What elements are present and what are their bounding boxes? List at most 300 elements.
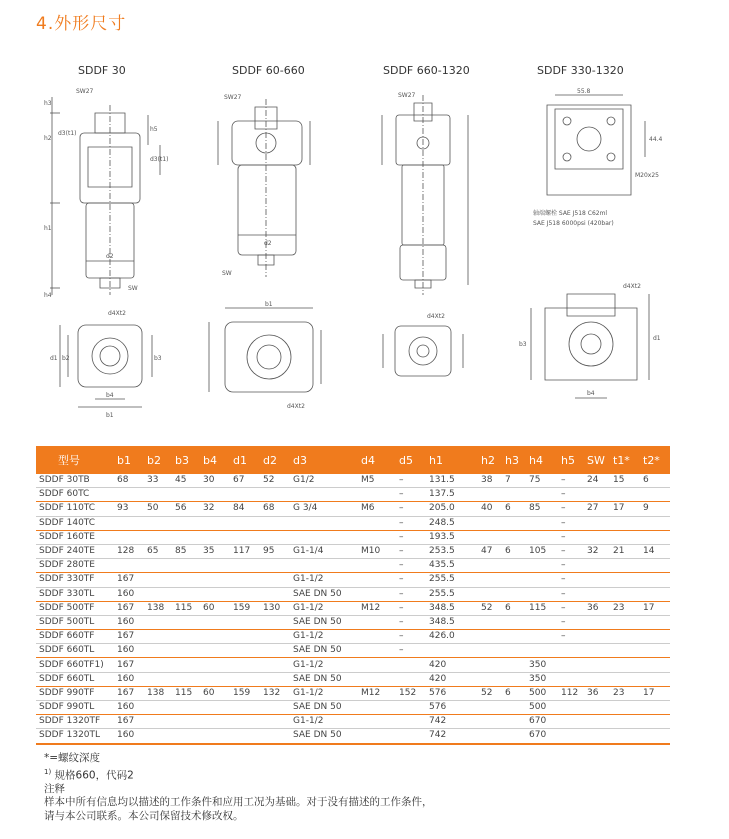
table-body: [36, 474, 670, 744]
table-cell: [144, 644, 172, 658]
table-cell: [230, 729, 260, 744]
table-cell: SAE DN 50: [290, 729, 358, 744]
plan-view-sddf660-1320: [375, 310, 475, 395]
table-cell: [584, 715, 610, 729]
table-cell: 36: [584, 601, 610, 615]
table-cell: 105: [526, 544, 558, 558]
dim-sw: SW: [222, 270, 232, 277]
table-cell: 23: [610, 601, 640, 615]
table-cell: –: [558, 530, 584, 544]
table-cell: 7: [502, 474, 526, 488]
table-cell: 167: [114, 573, 144, 587]
table-row: [36, 715, 670, 729]
table-cell: 255.5: [426, 587, 478, 601]
dim-sw27: SW27: [398, 92, 416, 99]
table-cell: [144, 729, 172, 744]
plan-view-sddf30: [40, 305, 170, 420]
table-cell: 435.5: [426, 559, 478, 573]
table-cell: 115: [172, 686, 200, 700]
table-cell: [358, 672, 396, 686]
table-cell: G1-1/2: [290, 630, 358, 644]
table-cell: 160: [114, 615, 144, 629]
table-cell: [358, 644, 396, 658]
table-cell: G1-1/4: [290, 544, 358, 558]
table-cell: [526, 615, 558, 629]
table-cell: 115: [172, 601, 200, 615]
table-cell: [230, 658, 260, 672]
table-row: [36, 530, 670, 544]
table-cell: 85: [172, 544, 200, 558]
table-cell: SDDF 330TF: [36, 573, 114, 587]
table-cell: [502, 573, 526, 587]
table-cell: [396, 672, 426, 686]
table-cell: [172, 573, 200, 587]
table-cell: –: [558, 615, 584, 629]
dim-b4: b4: [106, 392, 114, 399]
table-cell: [200, 559, 230, 573]
table-cell: 742: [426, 729, 478, 744]
table-cell: 205.0: [426, 502, 478, 516]
column-header: SW: [584, 446, 610, 474]
table-cell: –: [396, 630, 426, 644]
table-row: [36, 488, 670, 502]
table-cell: 348.5: [426, 615, 478, 629]
table-cell: [172, 530, 200, 544]
table-row: [36, 544, 670, 558]
table-cell: [200, 516, 230, 530]
table-row: [36, 502, 670, 516]
table-cell: [610, 701, 640, 715]
dim-d4xt2: d4Xt2: [108, 310, 126, 317]
table-cell: [144, 701, 172, 715]
table-cell: [526, 530, 558, 544]
table-cell: [260, 672, 290, 686]
table-cell: 93: [114, 502, 144, 516]
drawing-sddf660-1320-side: [370, 85, 480, 300]
table-cell: [526, 573, 558, 587]
table-cell: 17: [640, 686, 670, 700]
table-cell: SDDF 660TF1): [36, 658, 114, 672]
table-cell: SAE DN 50: [290, 587, 358, 601]
table-cell: 670: [526, 729, 558, 744]
column-header: d2: [260, 446, 290, 474]
dim-h2: h2: [44, 135, 52, 142]
table-cell: [640, 559, 670, 573]
column-header: 型号: [36, 446, 114, 474]
dim-sw27: SW27: [76, 88, 94, 95]
column-header: h2: [478, 446, 502, 474]
dim-h1: h1: [44, 225, 52, 232]
table-cell: 131.5: [426, 474, 478, 488]
table-cell: [260, 573, 290, 587]
table-cell: [584, 615, 610, 629]
note-disclaimer-1: 样本中所有信息均以描述的工作条件和应用工况为基础。对于没有描述的工作条件，: [44, 796, 433, 808]
column-header: d4: [358, 446, 396, 474]
table-cell: 500: [526, 686, 558, 700]
table-cell: SAE DN 50: [290, 644, 358, 658]
table-cell: 137.5: [426, 488, 478, 502]
table-cell: [584, 573, 610, 587]
table-cell: SDDF 330TL: [36, 587, 114, 601]
table-cell: [610, 573, 640, 587]
table-cell: –: [396, 573, 426, 587]
table-cell: [144, 559, 172, 573]
table-cell: [610, 729, 640, 744]
table-cell: [230, 630, 260, 644]
table-cell: [584, 587, 610, 601]
table-cell: [172, 644, 200, 658]
table-cell: 32: [584, 544, 610, 558]
column-header: d1: [230, 446, 260, 474]
table-cell: [584, 672, 610, 686]
column-header: t1*: [610, 446, 640, 474]
table-cell: [260, 701, 290, 715]
table-row: [36, 474, 670, 488]
table-cell: [584, 644, 610, 658]
table-cell: [640, 516, 670, 530]
table-cell: SAE DN 50: [290, 701, 358, 715]
table-cell: [640, 630, 670, 644]
table-cell: [478, 729, 502, 744]
table-cell: [290, 559, 358, 573]
column-header: h4: [526, 446, 558, 474]
table-cell: SDDF 500TL: [36, 615, 114, 629]
table-cell: –: [558, 544, 584, 558]
table-cell: G1-1/2: [290, 601, 358, 615]
table-cell: [260, 488, 290, 502]
table-cell: 14: [640, 544, 670, 558]
column-header: t2*: [640, 446, 670, 474]
column-header: b4: [200, 446, 230, 474]
table-cell: [502, 559, 526, 573]
dim-d2: d2: [106, 253, 114, 260]
table-cell: –: [558, 630, 584, 644]
dim-b4: b4: [587, 390, 595, 397]
table-cell: [478, 658, 502, 672]
table-cell: [478, 559, 502, 573]
table-row: [36, 658, 670, 672]
table-cell: SDDF 1320TF: [36, 715, 114, 729]
table-cell: [610, 587, 640, 601]
table-cell: [144, 658, 172, 672]
table-cell: [426, 644, 478, 658]
column-header: h1: [426, 446, 478, 474]
table-cell: [640, 530, 670, 544]
table-cell: [526, 516, 558, 530]
table-cell: 6: [502, 502, 526, 516]
table-cell: –: [396, 615, 426, 629]
table-cell: [502, 488, 526, 502]
table-cell: 167: [114, 686, 144, 700]
table-cell: 6: [502, 686, 526, 700]
table-cell: 128: [114, 544, 144, 558]
table-cell: [610, 615, 640, 629]
table-cell: M10: [358, 544, 396, 558]
table-cell: [584, 559, 610, 573]
table-cell: SDDF 990TL: [36, 701, 114, 715]
table-cell: 6: [502, 601, 526, 615]
table-cell: [502, 672, 526, 686]
table-cell: SDDF 30TB: [36, 474, 114, 488]
table-cell: 32: [200, 502, 230, 516]
table-cell: [230, 672, 260, 686]
table-cell: 132: [260, 686, 290, 700]
table-cell: 248.5: [426, 516, 478, 530]
table-cell: 40: [478, 502, 502, 516]
table-cell: 52: [478, 686, 502, 700]
table-cell: [290, 488, 358, 502]
table-cell: [172, 559, 200, 573]
table-row: [36, 701, 670, 715]
table-cell: [610, 672, 640, 686]
table-cell: 6: [640, 474, 670, 488]
table-cell: [584, 516, 610, 530]
table-cell: [558, 658, 584, 672]
table-cell: –: [396, 516, 426, 530]
table-cell: 500: [526, 701, 558, 715]
table-cell: [640, 488, 670, 502]
table-cell: 167: [114, 658, 144, 672]
table-cell: [502, 729, 526, 744]
table-cell: [200, 587, 230, 601]
note-thread-depth: *=螺纹深度: [44, 752, 101, 764]
section-title: 4.外形尺寸: [36, 14, 127, 34]
table-cell: M12: [358, 601, 396, 615]
table-cell: [200, 530, 230, 544]
table-cell: –: [396, 601, 426, 615]
table-cell: [640, 729, 670, 744]
table-cell: [114, 516, 144, 530]
table-cell: [478, 644, 502, 658]
table-cell: [144, 516, 172, 530]
table-row: [36, 644, 670, 658]
table-cell: [526, 587, 558, 601]
table-cell: 24: [584, 474, 610, 488]
table-cell: 426.0: [426, 630, 478, 644]
table-cell: 420: [426, 672, 478, 686]
table-cell: 167: [114, 630, 144, 644]
table-cell: [172, 488, 200, 502]
table-cell: 50: [144, 502, 172, 516]
table-cell: [358, 658, 396, 672]
table-cell: 85: [526, 502, 558, 516]
table-cell: –: [558, 502, 584, 516]
model-label-sddf60-660: SDDF 60-660: [232, 64, 305, 77]
table-cell: [640, 672, 670, 686]
table-cell: [358, 559, 396, 573]
note-disclaimer-2: 请与本公司联系。本公司保留技术修改权。: [44, 809, 244, 822]
column-header: b3: [172, 446, 200, 474]
table-cell: SDDF 160TE: [36, 530, 114, 544]
table-cell: [144, 630, 172, 644]
table-cell: [200, 615, 230, 629]
table-cell: 75: [526, 474, 558, 488]
table-cell: 33: [144, 474, 172, 488]
dim-b1: b1: [265, 301, 273, 308]
table-cell: [584, 488, 610, 502]
notes: [44, 752, 433, 823]
table-cell: [200, 701, 230, 715]
table-cell: 68: [260, 502, 290, 516]
table-cell: 115: [526, 601, 558, 615]
table-cell: [610, 516, 640, 530]
dim-55-8: 55.8: [577, 88, 591, 95]
table-cell: 67: [230, 474, 260, 488]
table-cell: [260, 587, 290, 601]
table-cell: [260, 559, 290, 573]
table-cell: [260, 516, 290, 530]
table-cell: 21: [610, 544, 640, 558]
table-cell: 52: [478, 601, 502, 615]
table-cell: [610, 715, 640, 729]
table-cell: 670: [526, 715, 558, 729]
table-cell: [502, 701, 526, 715]
table-cell: 576: [426, 701, 478, 715]
table-cell: 60: [200, 601, 230, 615]
table-cell: [260, 644, 290, 658]
table-cell: 255.5: [426, 573, 478, 587]
dim-d1: d1: [50, 355, 58, 362]
table-cell: 95: [260, 544, 290, 558]
table-cell: [172, 672, 200, 686]
table-cell: [610, 488, 640, 502]
table-cell: 45: [172, 474, 200, 488]
table-cell: 160: [114, 644, 144, 658]
dim-b3: b3: [519, 341, 527, 348]
dim-d4xt2: d4Xt2: [623, 283, 641, 290]
table-cell: G1-1/2: [290, 573, 358, 587]
table-cell: [230, 559, 260, 573]
table-cell: SDDF 660TF: [36, 630, 114, 644]
table-cell: [172, 630, 200, 644]
table-cell: [114, 530, 144, 544]
table-cell: [172, 615, 200, 629]
table-cell: –: [396, 488, 426, 502]
table-cell: [358, 630, 396, 644]
table-cell: 420: [426, 658, 478, 672]
table-cell: [502, 644, 526, 658]
table-cell: [230, 615, 260, 629]
table-cell: [200, 630, 230, 644]
dim-d1: d1: [653, 335, 661, 342]
table-cell: [172, 729, 200, 744]
table-cell: [230, 644, 260, 658]
table-cell: [260, 715, 290, 729]
table-cell: [358, 573, 396, 587]
dim-h5: h5: [150, 126, 158, 133]
table-cell: SAE DN 50: [290, 672, 358, 686]
table-cell: 23: [610, 686, 640, 700]
table-cell: [172, 587, 200, 601]
table-cell: 65: [144, 544, 172, 558]
table-cell: [502, 587, 526, 601]
table-cell: [584, 701, 610, 715]
dim-d4xt2: d4Xt2: [427, 313, 445, 320]
table-cell: 27: [584, 502, 610, 516]
table-cell: [558, 672, 584, 686]
drawing-sddf30-side: [40, 85, 170, 305]
dim-d3: d3(t1): [58, 130, 77, 137]
table-cell: [358, 530, 396, 544]
table-cell: [558, 701, 584, 715]
table-cell: [230, 573, 260, 587]
table-cell: 60: [200, 686, 230, 700]
model-label-sddf30: SDDF 30: [78, 64, 126, 77]
table-cell: [640, 658, 670, 672]
model-label-sddf330-1320: SDDF 330-1320: [537, 64, 624, 77]
table-cell: 52: [260, 474, 290, 488]
table-cell: [610, 559, 640, 573]
table-cell: [610, 644, 640, 658]
table-cell: [584, 658, 610, 672]
table-cell: 742: [426, 715, 478, 729]
table-cell: [478, 715, 502, 729]
table-cell: [200, 715, 230, 729]
table-cell: 159: [230, 601, 260, 615]
table-cell: [290, 516, 358, 530]
table-cell: [502, 516, 526, 530]
table-cell: [144, 587, 172, 601]
note-heading: 注释: [44, 782, 65, 795]
table-row: [36, 516, 670, 530]
table-cell: [396, 701, 426, 715]
table-cell: [260, 630, 290, 644]
table-cell: [478, 587, 502, 601]
plan-view-sddf60-660: [195, 300, 335, 415]
table-cell: –: [558, 587, 584, 601]
table-cell: –: [396, 559, 426, 573]
note-size-660: $^{1)}$ 规格660，代码2: [44, 767, 134, 781]
dim-d4xt2: d4Xt2: [287, 403, 305, 410]
table-cell: [558, 729, 584, 744]
table-header-row: [36, 446, 670, 474]
model-label-sddf660-1320: SDDF 660-1320: [383, 64, 470, 77]
table-cell: [260, 615, 290, 629]
table-cell: 348.5: [426, 601, 478, 615]
table-cell: [230, 488, 260, 502]
table-cell: [640, 615, 670, 629]
column-header: b2: [144, 446, 172, 474]
table-cell: 350: [526, 672, 558, 686]
table-cell: 159: [230, 686, 260, 700]
table-cell: M5: [358, 474, 396, 488]
flange-note-1: 轴端螺栓 SAE J518 C62ml: [533, 210, 608, 217]
table-cell: 30: [200, 474, 230, 488]
table-cell: SDDF 110TC: [36, 502, 114, 516]
table-cell: 47: [478, 544, 502, 558]
table-cell: [114, 488, 144, 502]
table-cell: 17: [640, 601, 670, 615]
table-cell: SDDF 280TE: [36, 559, 114, 573]
table-cell: [200, 644, 230, 658]
table-cell: [478, 573, 502, 587]
table-cell: –: [558, 573, 584, 587]
table-row: [36, 601, 670, 615]
column-header: d5: [396, 446, 426, 474]
table-cell: [172, 658, 200, 672]
table-cell: [478, 672, 502, 686]
table-cell: –: [396, 587, 426, 601]
table-cell: [640, 573, 670, 587]
table-cell: [230, 516, 260, 530]
table-row: [36, 573, 670, 587]
table-row: [36, 615, 670, 629]
table-cell: [502, 630, 526, 644]
table-cell: [558, 715, 584, 729]
table-cell: [200, 672, 230, 686]
table-cell: SDDF 660TL: [36, 644, 114, 658]
table-cell: [640, 715, 670, 729]
